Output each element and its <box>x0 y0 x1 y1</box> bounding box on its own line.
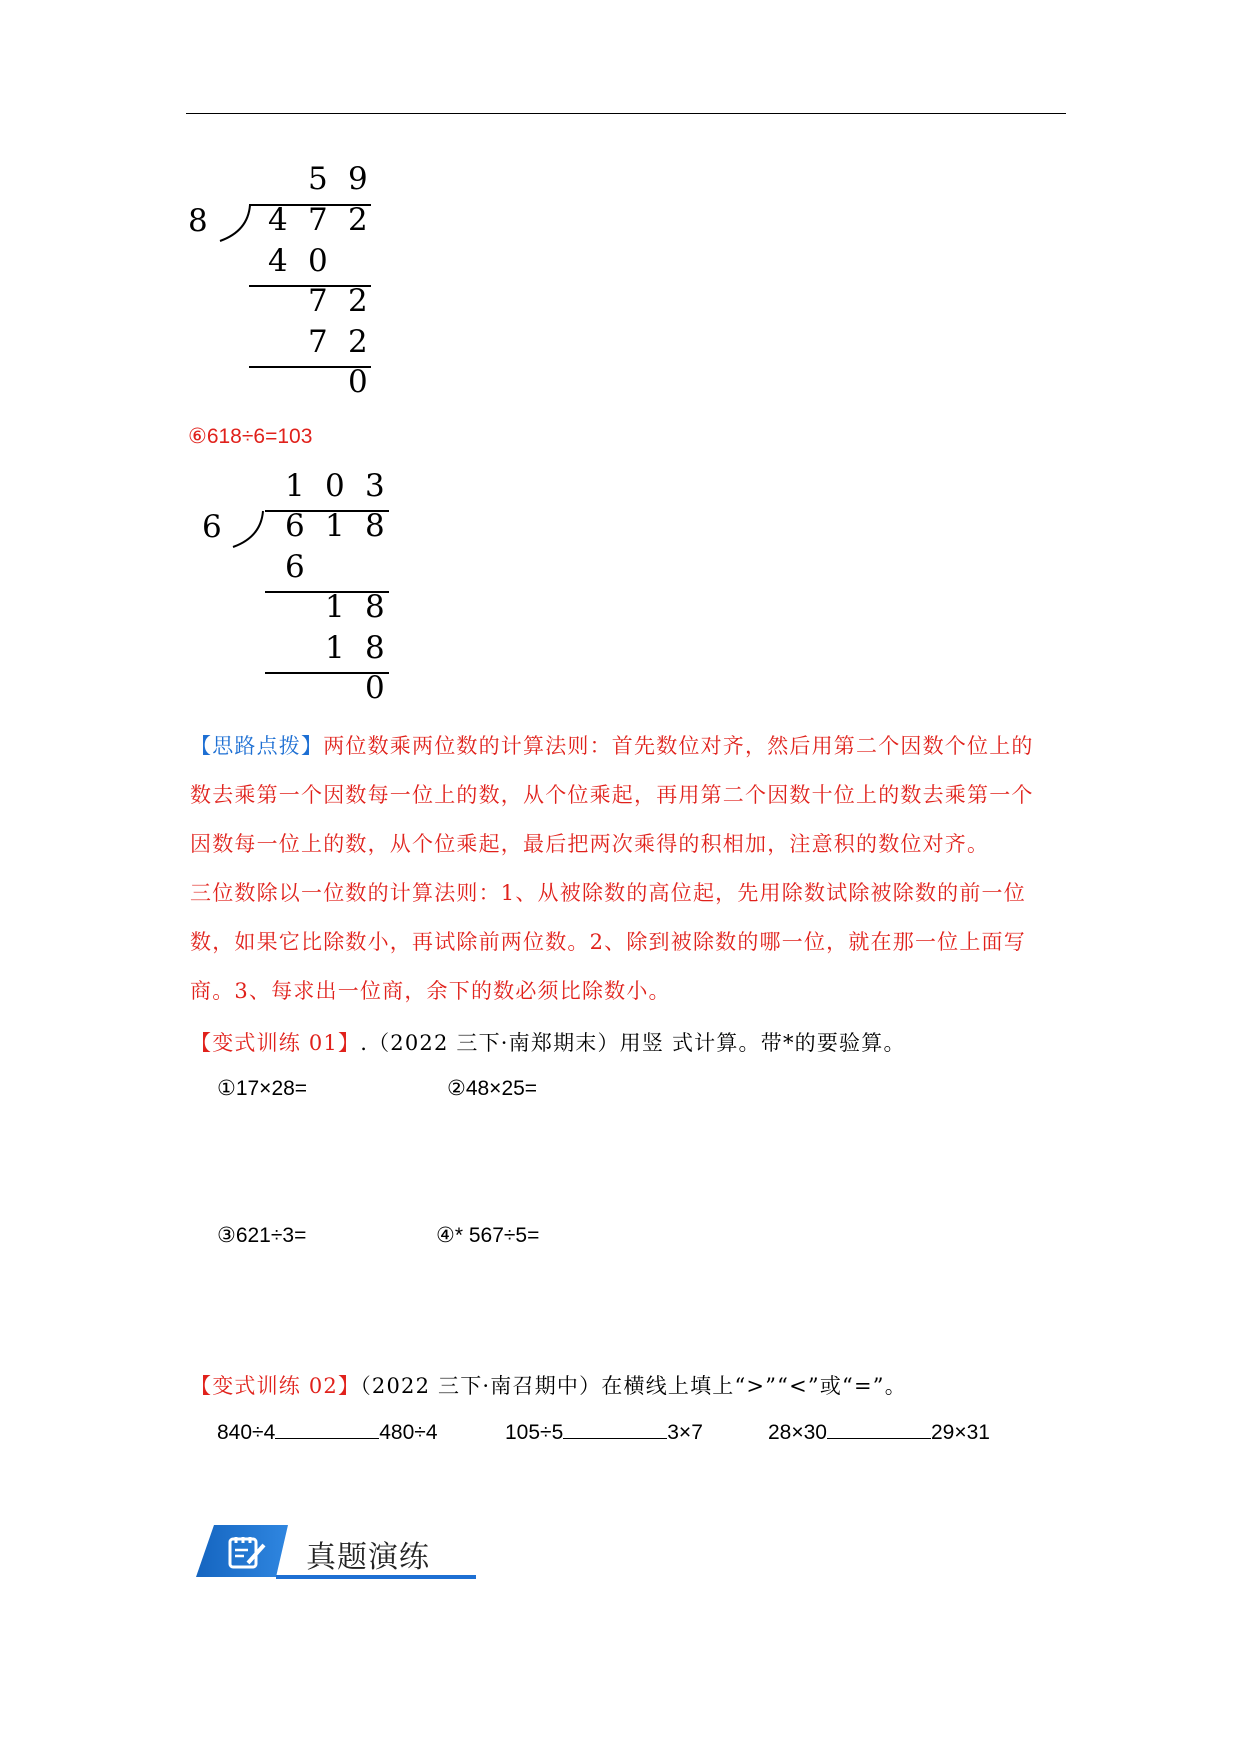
dividend-digit: 4 <box>268 202 288 238</box>
step-digit: 0 <box>308 243 328 279</box>
answer-blank[interactable] <box>827 1418 931 1439</box>
exercise-tag: 【变式训练 01】 <box>190 1031 361 1055</box>
exercise-item: ②48×25= <box>447 1077 538 1100</box>
division-bracket-icon <box>231 509 267 549</box>
exercise-item: ①17×28= <box>217 1077 308 1100</box>
step-digit: 8 <box>365 589 385 625</box>
exercise-item: ③621÷3= <box>217 1224 307 1247</box>
notepad-pencil-icon <box>226 1533 268 1571</box>
hint-line: 数，如果它比除数小，再试除前两位数。2、除到被除数的哪一位，就在那一位上面写 <box>190 930 1026 954</box>
quotient-digit: 0 <box>325 468 345 504</box>
problem-6-label: ⑥618÷6=103 <box>188 425 313 448</box>
comparison-left: 105÷5 <box>505 1421 564 1444</box>
quotient-digit: 5 <box>308 161 328 197</box>
remainder: 0 <box>348 364 368 400</box>
quotient-digit: 9 <box>348 161 368 197</box>
hint-line: 数去乘第一个因数每一位上的数，从个位乘起，再用第二个因数十位上的数去乘第一个 <box>190 783 1034 807</box>
hint-line: 三位数除以一位数的计算法则：1、从被除数的高位起，先用除数试除被除数的前一位 <box>190 881 1026 905</box>
answer-blank[interactable] <box>275 1418 379 1439</box>
dividend-digit: 2 <box>348 202 368 238</box>
hint-line: 因数每一位上的数，从个位乘起，最后把两次乘得的积相加，注意积的数位对齐。 <box>190 832 990 856</box>
comparison-right: 480÷4 <box>379 1421 438 1444</box>
step-digit: 7 <box>308 324 328 360</box>
comparison-left: 28×30 <box>768 1421 827 1444</box>
quotient-digit: 3 <box>365 468 385 504</box>
comparison-left: 840÷4 <box>217 1421 276 1444</box>
step-digit: 1 <box>325 630 345 666</box>
step-digit: 1 <box>325 589 345 625</box>
divisor: 6 <box>202 509 222 545</box>
comparison-right: 3×7 <box>667 1421 703 1444</box>
comparison-row <box>505 1418 703 1445</box>
step-digit: 6 <box>285 549 305 585</box>
answer-blank[interactable] <box>563 1418 667 1439</box>
dividend-digit: 1 <box>325 508 345 544</box>
division-bracket-icon <box>218 203 254 243</box>
exercise-tag: 【变式训练 02】 <box>190 1374 361 1398</box>
divisor: 8 <box>188 203 208 239</box>
step-digit: 7 <box>308 283 328 319</box>
exercise-item: ④* 567÷5= <box>436 1224 540 1247</box>
quotient-digit: 1 <box>285 468 305 504</box>
header-rule <box>186 113 1066 114</box>
step-digit: 4 <box>268 243 288 279</box>
hint-line: 【思路点拨】两位数乘两位数的计算法则：首先数位对齐，然后用第二个因数个位上的 <box>190 734 1034 758</box>
dividend-digit: 8 <box>365 508 385 544</box>
dividend-digit: 7 <box>308 202 328 238</box>
comparison-row <box>768 1418 990 1445</box>
comparison-row <box>217 1418 438 1445</box>
remainder: 0 <box>365 670 385 706</box>
section-title: 真题演练 <box>306 1540 430 1575</box>
step-digit: 2 <box>348 283 368 319</box>
step-digit: 8 <box>365 630 385 666</box>
exercise-1-heading: 【变式训练 01】.（2022 三下·南郑期末）用竖 式计算。带*的要验算。 <box>190 1031 906 1055</box>
hint-line: 商。3、每求出一位商，余下的数必须比除数小。 <box>190 979 671 1003</box>
hint-tag: 【思路点拨】 <box>190 734 324 758</box>
dividend-digit: 6 <box>285 508 305 544</box>
comparison-right: 29×31 <box>930 1421 990 1444</box>
step-digit: 2 <box>348 324 368 360</box>
exercise-2-heading: 【变式训练 02】（2022 三下·南召期中）在横线上填上“>”“<”或“=”。 <box>190 1374 907 1398</box>
section-banner <box>196 1519 481 1583</box>
